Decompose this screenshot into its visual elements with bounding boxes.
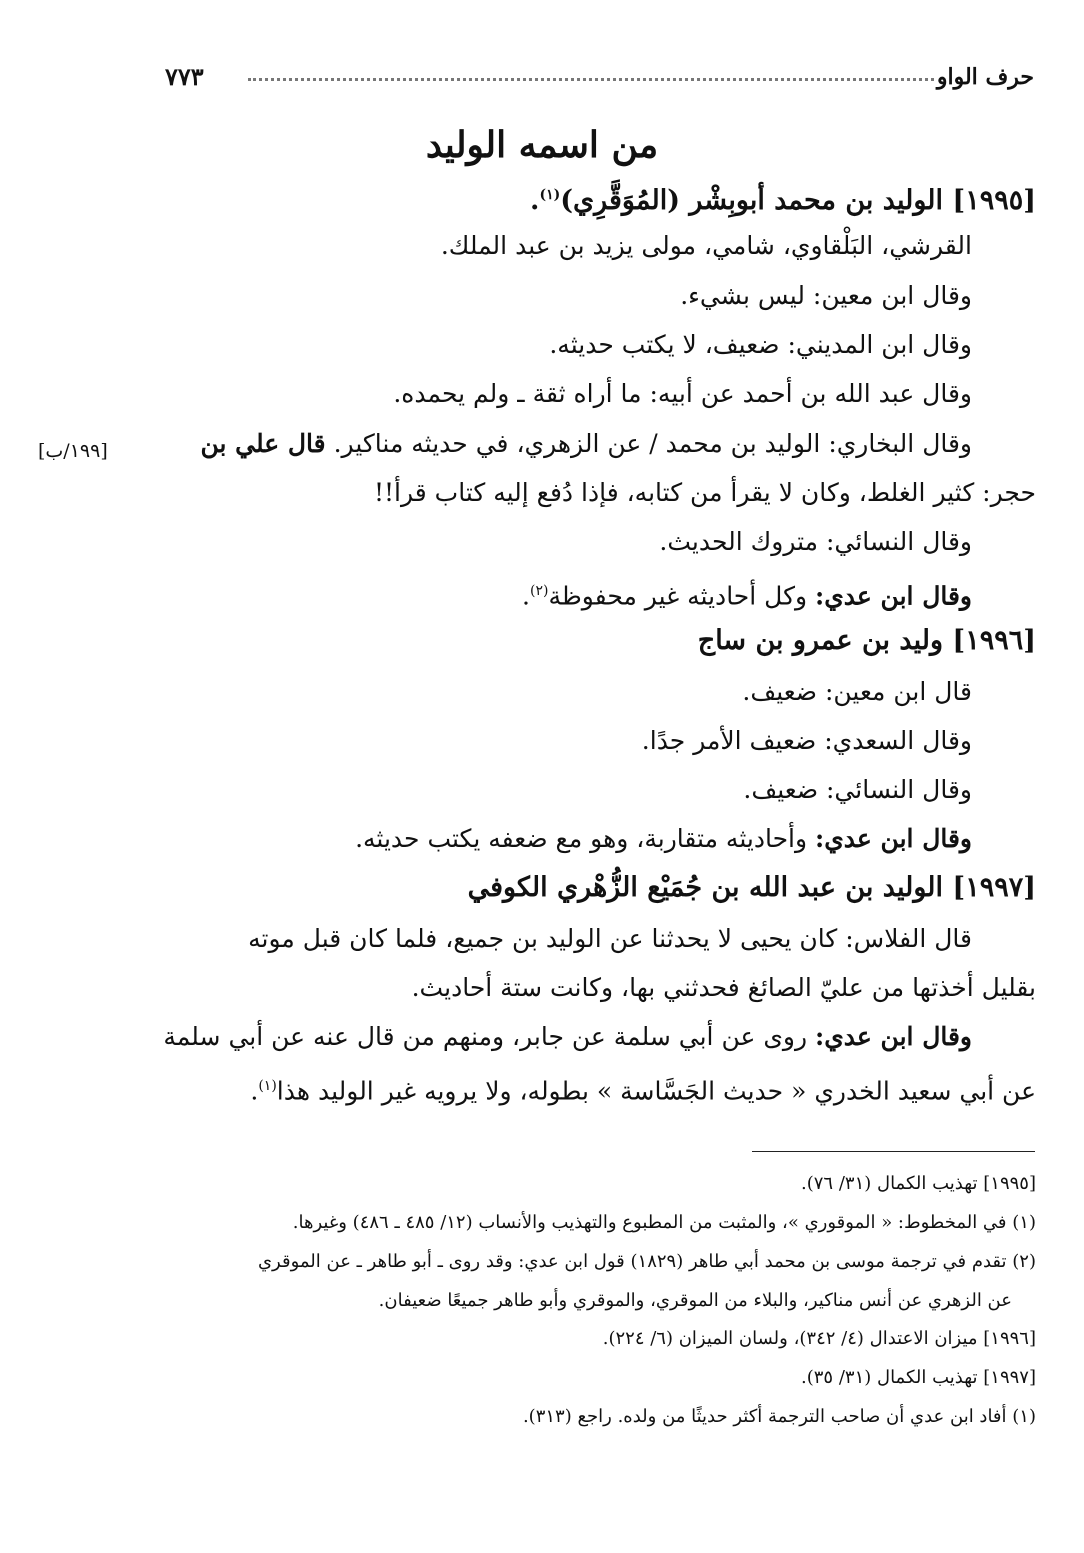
footnote: [١٩٩٥] تهذيب الكمال (٣١/ ٧٦). [801,1173,1036,1194]
footnote-ref-1b: (١) [258,1078,277,1094]
body-line: القرشي، البَلْقاوي، شامي، مولى يزيد بن عبد الملك. [440,231,972,260]
body-line: وقال عبد الله بن أحمد عن أبيه: ما أراه ثقة ـ ولم يحمده. [393,379,972,408]
body-line: وقال النسائي: متروك الحديث. [659,527,972,556]
page-number: ٧٧٣ [165,62,204,91]
body-line [200,427,972,461]
body-line: وقال ابن المديني: ضعيف، لا يكتب حديثه. [549,330,972,359]
body-line: حجر: كثير الغلط، وكان لا يقرأ من كتابه، فإذا دُفع إليه كتاب قرأ!! [373,478,1036,507]
header-dotted-rule [248,78,934,81]
body-line [355,822,972,856]
entry-1995-title: [١٩٩٥] الوليد بن محمد أبوبِشْر (المُوَقَّرِي) [560,185,1036,216]
entry-1995-heading [530,178,1036,218]
body-text: . [522,581,530,611]
body-text: وقال البخاري: الوليد بن محمد / عن الزهري، في حديثه مناكير. [333,429,972,458]
body-line [163,1020,972,1054]
body-line: وقال ابن معين: ليس بشيء. [680,281,972,310]
body-text-bold: وقال ابن عدي: [815,824,972,853]
section-title: من اسمه الوليد [425,124,659,166]
footnote-continuation: عن الزهري عن أنس مناكير، والبلاء من الموقري، والموقري وأبو طاهر جميعًا ضعيفان. [378,1290,1012,1311]
body-line: بقليل أخذتها من عليّ الصائغ فحدثني بها، وكانت ستة أحاديث. [411,973,1036,1002]
manuscript-folio-ref: [١٩٩/ب] [38,440,108,462]
body-line: وقال النسائي: ضعيف. [743,775,972,804]
footnote-ref-1: (١) [539,187,561,203]
footnote: (٢) تقدم في ترجمة موسى بن محمد أبي طاهر (١٨٢٩) قول ابن عدي: وقد روى ـ أبو طاهر ـ عن الموقري [257,1251,1036,1272]
entry-1996-heading: [١٩٩٦] وليد بن عمرو بن ساج [697,625,1036,656]
footnote: [١٩٩٦] ميزان الاعتدال (٤/ ٣٤٢)، ولسان الميزان (٦/ ٢٢٤). [602,1328,1036,1349]
body-text: عن أبي سعيد الخدري « حديث الجَسَّاسة » بطوله، ولا يرويه غير الوليد هذا [276,1076,1036,1106]
body-line: قال ابن معين: ضعيف. [742,677,972,706]
body-text-bold: قال علي بن [200,429,326,458]
entry-1995-period: . [530,185,540,216]
footnote: (١) أفاد ابن عدي أن صاحب الترجمة أكثر حديثًا من ولده. راجع (٣١٣). [522,1406,1036,1427]
body-text: روى عن أبي سلمة عن جابر، ومنهم من قال عنه عن أبي سلمة [163,1022,816,1051]
body-line [250,1069,1036,1108]
body-line: وقال السعدي: ضعيف الأمر جدًا. [641,726,972,755]
body-text: وأحاديثه متقاربة، وهو مع ضعفه يكتب حديثه. [355,824,816,853]
footnote-separator [752,1151,1035,1152]
body-line [522,574,972,613]
running-title: حرف الواو [936,64,1034,90]
body-text: . [250,1076,259,1106]
footnote: (١) في المخطوط: « الموقوري »، والمثبت من المطبوع والتهذيب والأنساب (١٢/ ٤٨٥ ـ ٤٨٦) وغيرها. [292,1212,1036,1233]
footnote: [١٩٩٧] تهذيب الكمال (٣١/ ٣٥). [801,1367,1036,1388]
body-line: قال الفلاس: كان يحيى لا يحدثنا عن الوليد بن جميع، فلما كان قبل موته [248,924,972,953]
body-text: وكل أحاديثه غير محفوظة [548,581,816,611]
entry-1997-heading: [١٩٩٧] الوليد بن عبد الله بن جُمَيْع الزُّهْري الكوفي [467,872,1036,903]
footnote-ref-2: (٢) [529,583,549,599]
body-text-bold: وقال ابن عدي: [815,1022,972,1051]
body-text-bold: وقال ابن عدي: [815,581,972,611]
